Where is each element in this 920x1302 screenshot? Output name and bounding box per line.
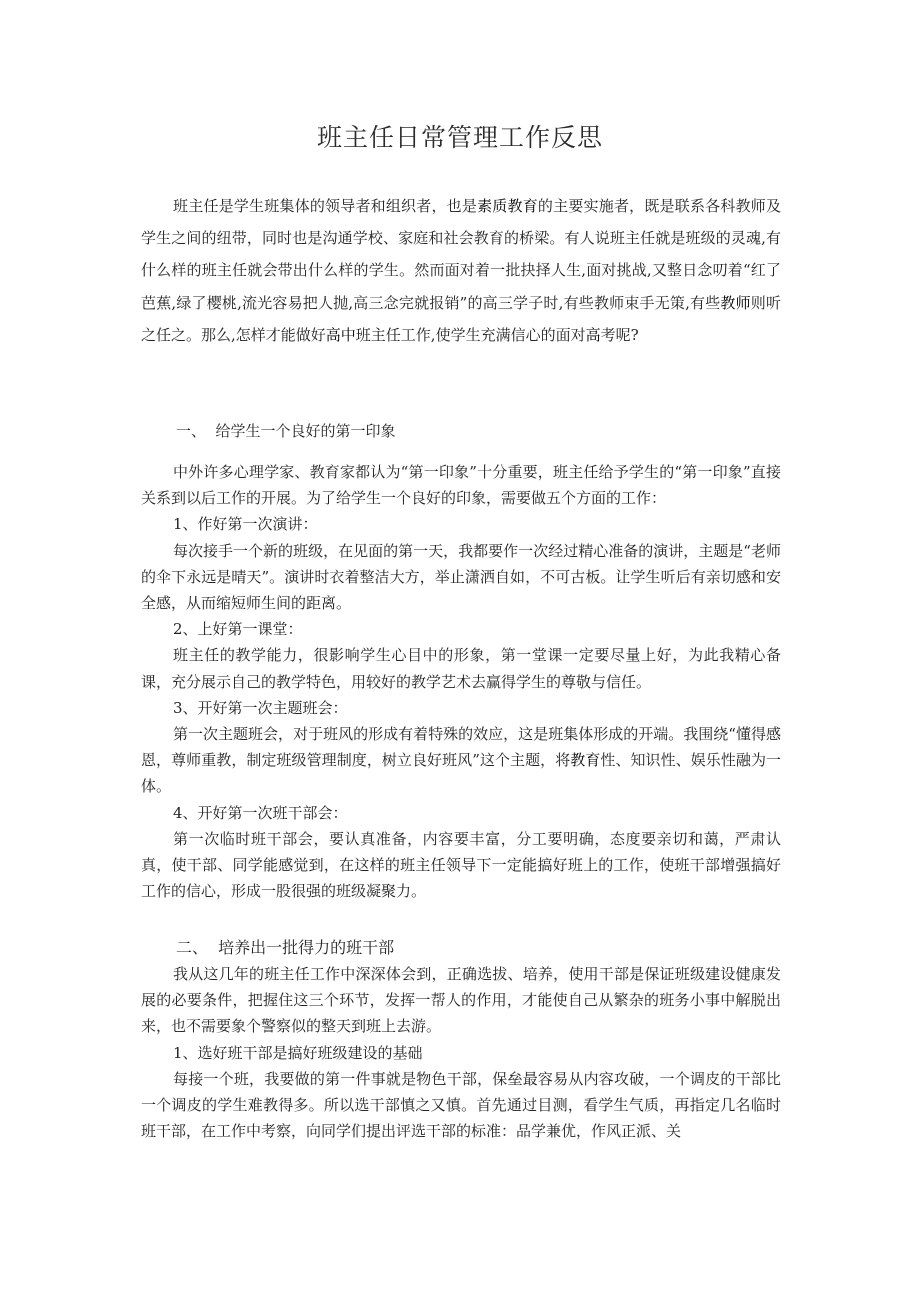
subsection-1-body: 每次接手一个新的班级，在见面的第一天，我都要作一次经过精心准备的演讲，主题是“老师的伞下永远是晴天”。演讲时衣着整洁大方，举止潇洒自如，不可古板。让学生听后有亲切感和安全感，从而缩短师生间的距离。 [141, 541, 781, 613]
intro-text-3: 则听之任之。那么,怎样才能做好 [141, 293, 781, 344]
subsection-4-body: 第一次临时班干部会，要认真准备，内容要丰富，分工要明确，态度要亲切和蔼，严肃认真，使干部、同学能感觉到，在这样的班主任领导下一定能搞好班上的工作，使班干部增强搞好工作的信心，形成一股很强的班级凝聚力。 [141, 829, 781, 901]
subsection-2-body: 班主任的教学能力，很影响学生心目中的形象，第一堂课一定要尽量上好，为此我精心备课，充分展示自己的教学特色，用较好的教学艺术去赢得学生的尊敬与信任。 [141, 646, 781, 691]
intro-text-2: 的主要实施者，既是联系各科教师及学生之间的纽带，同时也是沟通学校、家庭和社会教育的桥梁。有人说班主任就是班级的灵魂,有什么样的班主任就会带出什么样的学生。然而面对着一批抉择人生,面对挑战,又整日念叨着“红了芭蕉,绿了樱桃,流光容易把人抛,高三念完就报销”的高三学子时,有些教师束手无策,有些 [141, 197, 781, 312]
section-1-heading: 一、 给学生一个良好的第一印象 [176, 422, 396, 440]
subsection-1-title: 1、作好第一次演讲： [173, 515, 318, 534]
intro-paragraph [141, 190, 781, 351]
section-2-intro: 我从这几年的班主任工作中深深体会到，正确选拔、培养，使用干部是保证班级建设健康发展的必要条件，把握住这三个环节，发挥一帮人的作用，才能使自己从繁杂的班务小事中解脱出来，也不需要象个警察似的整天到班上去游。 [141, 965, 781, 1036]
intro-text-5: 考呢? [600, 325, 639, 344]
section-2-subsection-1-title: 1、选好班干部是搞好班级建设的基础 [173, 1043, 423, 1062]
subsection-3-text-a: 第一次主题班会，对于班风的形成有着特殊的效应，这是班集体形成的开端。我围绕“懂得感恩，尊师重教，制定班级管理制度，树立良好班风”这个主题，将 [141, 725, 781, 770]
subsection-3-title: 3、开好第一次主题班会： [173, 698, 348, 717]
section-1-body [141, 459, 781, 904]
section-2-heading: 二、 培养出一批得力的班干部 [176, 938, 395, 957]
document-title: 班主任日常管理工作反思 [316, 123, 603, 152]
subsection-3-body [141, 721, 781, 800]
keyword-link[interactable]: 教育 [570, 751, 601, 770]
subsection-2-title: 2、上好第一课堂： [173, 620, 303, 639]
section-1-intro: 中外许多心理学家、教育家都认为“第一印象”十分重要，班主任给予学生的“第一印象”直接关系到以后工作的开展。为了给学生一个良好的印象，需要做五个方面的工作： [141, 463, 781, 508]
keyword-link[interactable]: 高 [585, 325, 601, 344]
keyword-link[interactable]: 教师 [720, 293, 751, 312]
section-2-body [141, 961, 781, 1144]
section-2-subsection-1-body: 每接一个班，我要做的第一件事就是物色干部，保垒最容易从内容攻破，一个调皮的干部比一个调皮的学生难教得多。所以选干部慎之又慎。首先通过目测，看学生气质，再指定几名临时班干部，在工作中考察，向同学们提出评选干部的标准：品学兼优，作风正派、关 [141, 1069, 781, 1141]
keyword-link[interactable]: 素质教育 [477, 197, 538, 215]
intro-text-4: 班主任工作,使学生充满信心的面对 [355, 325, 586, 344]
subsection-3-text-b: 性、知识性、娱乐性融为一体。 [141, 751, 781, 796]
intro-text-1: 班主任是学生班集体的领导者和组织者，也是 [173, 197, 478, 215]
keyword-link[interactable]: 高中 [325, 325, 356, 344]
subsection-4-title: 4、开好第一次班干部会： [173, 803, 348, 822]
